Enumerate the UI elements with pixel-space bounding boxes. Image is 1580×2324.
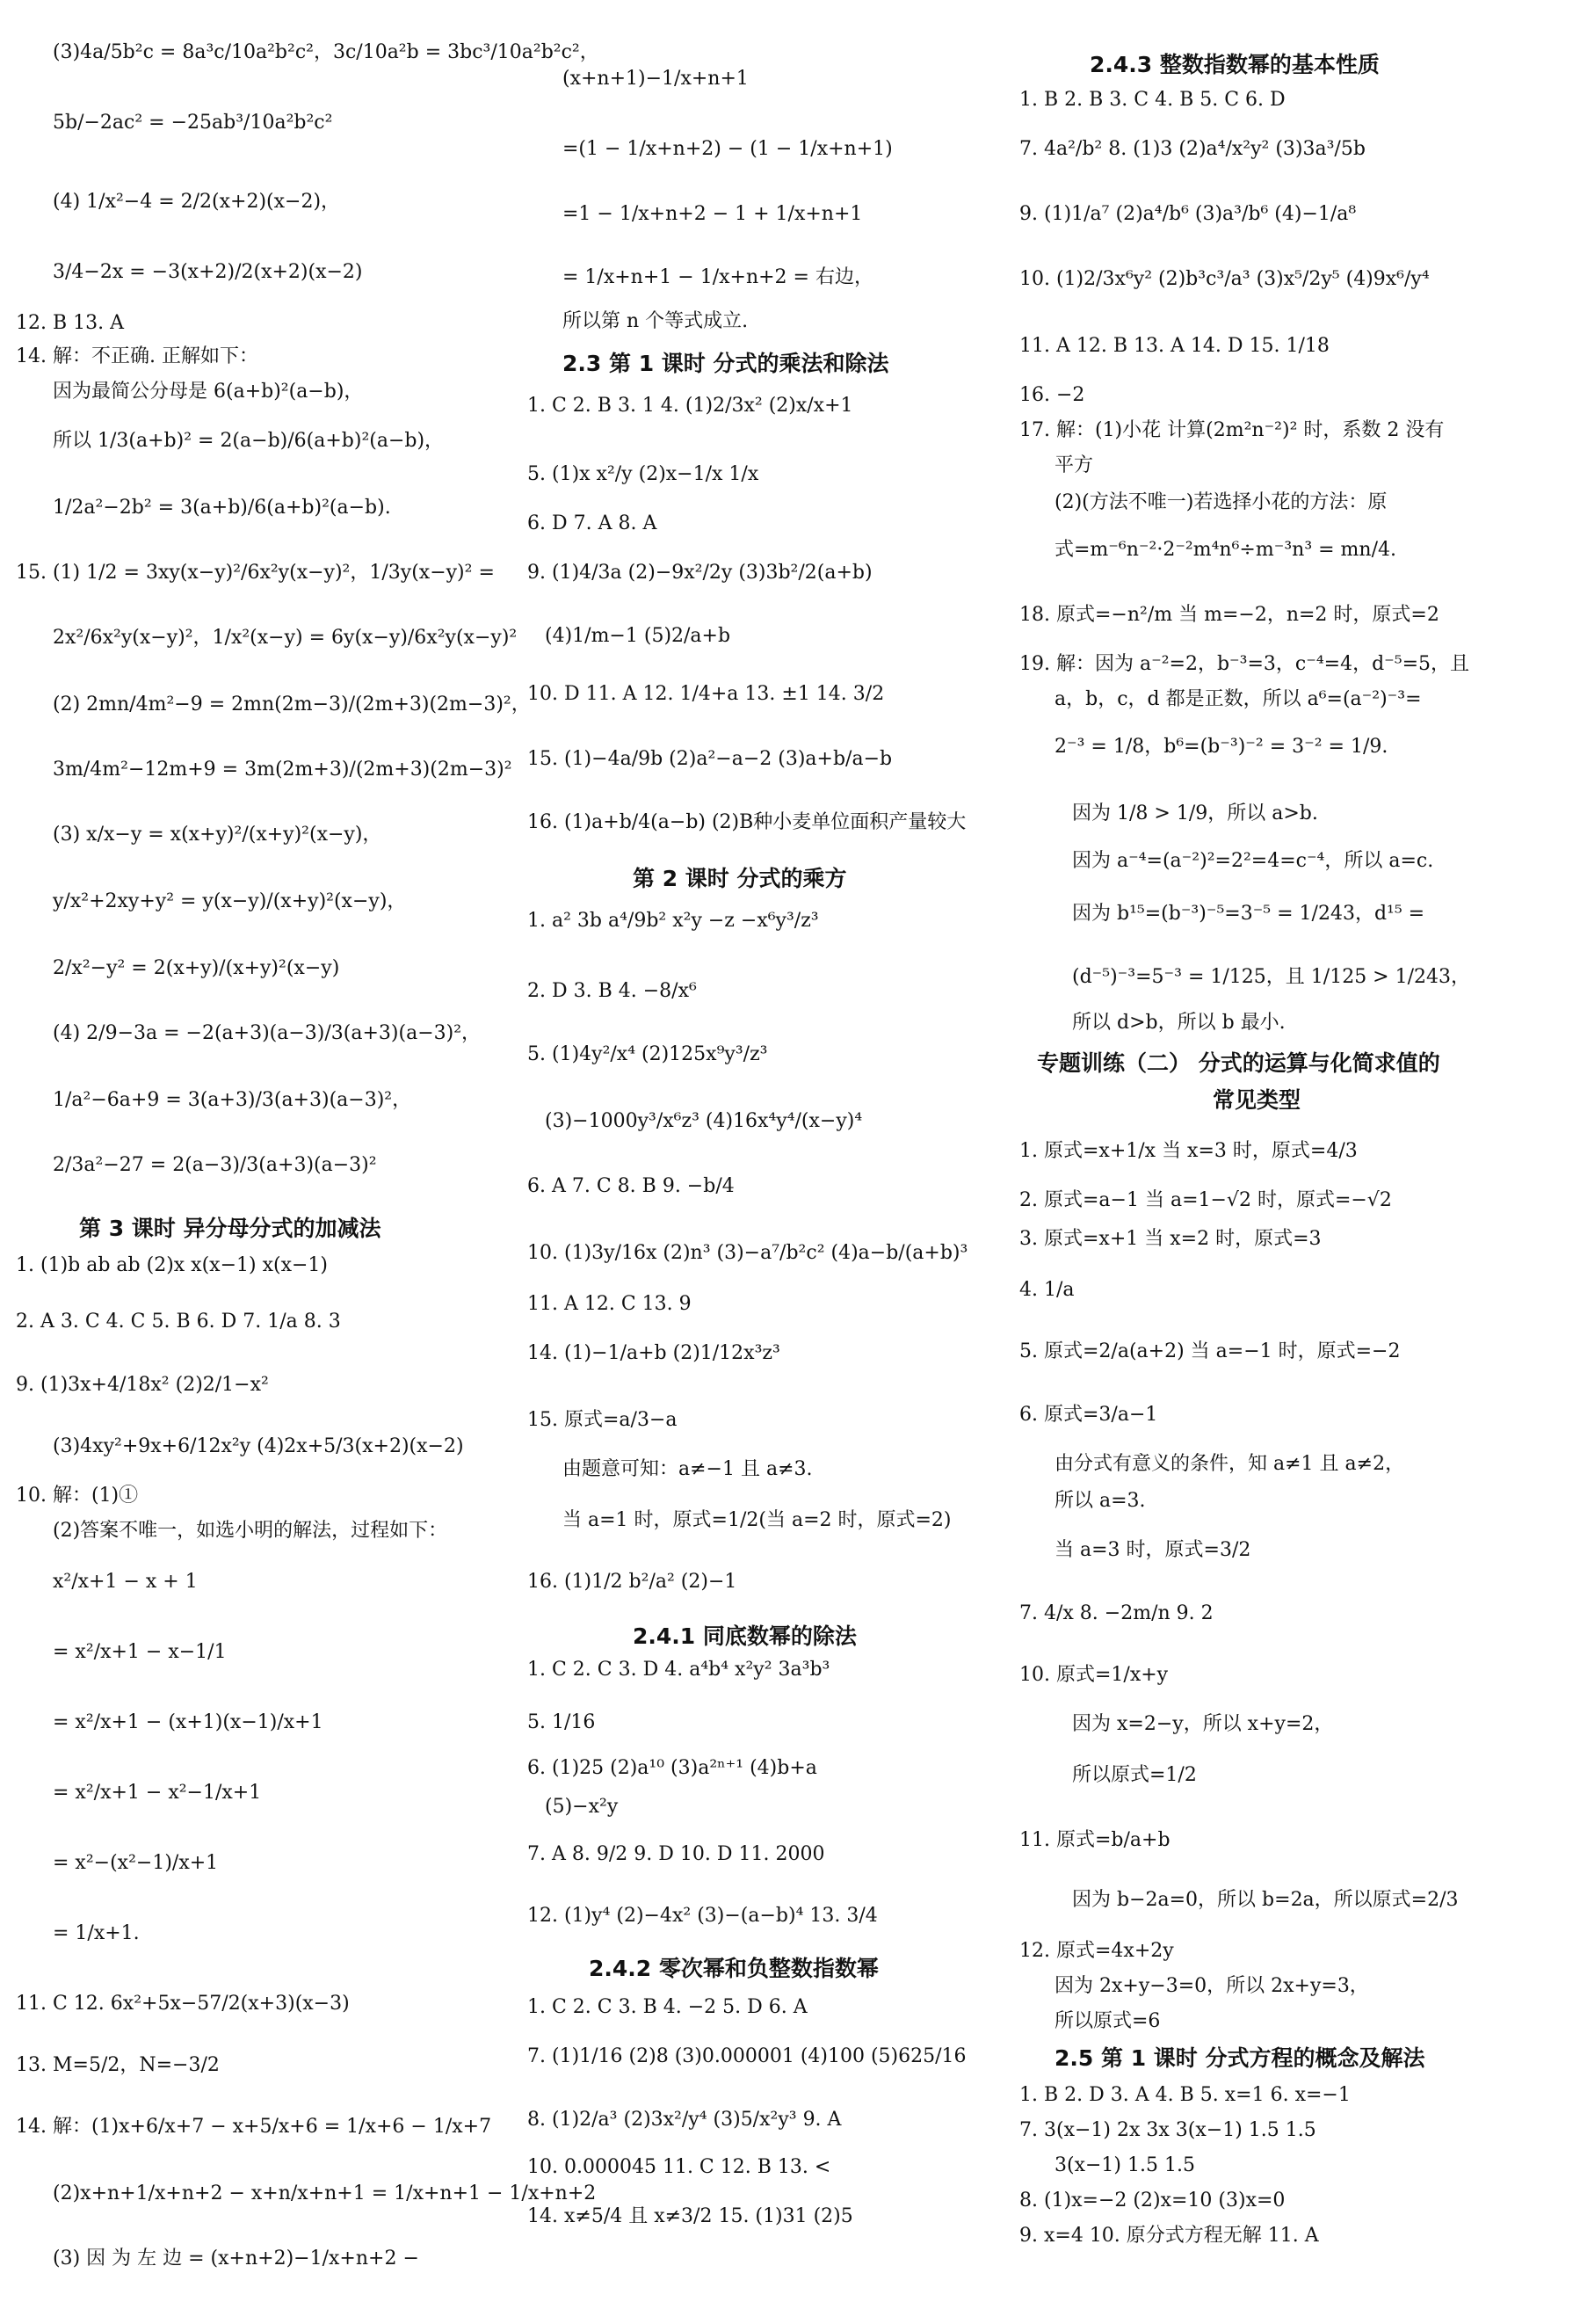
answer-line: 7. 4a²/b² 8. (1)3 (2)a⁴/x²y² (3)3a³/5b: [1019, 138, 1366, 160]
answer-line: 3(x−1) 1.5 1.5: [1055, 2154, 1195, 2176]
answer-line: 因为 a⁻⁴=(a⁻²)²=2²=4=c⁻⁴，所以 a=c.: [1072, 850, 1434, 872]
answer-line: 10. 解：(1)①: [16, 1485, 139, 1507]
answer-line: 1. a² 3b a⁴/9b² x²y −z −x⁶y³/z³: [527, 910, 819, 932]
answer-line: 所以原式=1/2: [1072, 1764, 1197, 1786]
answer-line: 9. (1)1/a⁷ (2)a⁴/b⁶ (3)a³/b⁶ (4)−1/a⁸: [1019, 203, 1357, 225]
answer-line: 16. (1)a+b/4(a−b) (2)B种小麦单位面积产量较大: [527, 811, 967, 833]
answer-line: 17. 解：(1)小花 计算(2m²n⁻²)² 时，系数 2 没有: [1019, 419, 1445, 441]
answer-line: 6. (1)25 (2)a¹⁰ (3)a²ⁿ⁺¹ (4)b+a: [527, 1757, 817, 1779]
answer-line: (d⁻⁵)⁻³=5⁻³ = 1/125，且 1/125 > 1/243，: [1072, 966, 1471, 988]
answer-line: = x²/x+1 − x²−1/x+1: [53, 1782, 262, 1804]
answer-line: 14. 解：(1)x+6/x+7 − x+5/x+6 = 1/x+6 − 1/x+7: [16, 2116, 492, 2138]
answer-line: 6. 原式=3/a−1: [1019, 1404, 1158, 1426]
answer-line: =(1 − 1/x+n+2) − (1 − 1/x+n+1): [562, 138, 893, 160]
answer-line: 当 a=3 时，原式=3/2: [1055, 1539, 1251, 1561]
answer-line: 6. A 7. C 8. B 9. −b/4: [527, 1175, 735, 1197]
answer-line: 3. 原式=x+1 当 x=2 时，原式=3: [1019, 1228, 1322, 1250]
answer-line: 13. M=5/2，N=−3/2: [16, 2054, 220, 2076]
section-heading: 2.4.1 同底数幂的除法: [633, 1623, 857, 1649]
section-heading: 2.4.2 零次幂和负整数指数幂: [589, 1956, 879, 1981]
answer-line: 7. 3(x−1) 2x 3x 3(x−1) 1.5 1.5: [1019, 2119, 1316, 2141]
answer-line: 1. B 2. D 3. A 4. B 5. x=1 6. x=−1: [1019, 2084, 1351, 2106]
answer-line: 因为 2x+y−3=0，所以 2x+y=3，: [1055, 1975, 1369, 1997]
section-heading: 第 3 课时 异分母分式的加减法: [79, 1216, 381, 1241]
answer-line: 4. 1/a: [1019, 1279, 1075, 1301]
answer-line: 因为 x=2−y，所以 x+y=2，: [1072, 1713, 1334, 1735]
answer-line: = x²−(x²−1)/x+1: [53, 1852, 219, 1874]
answer-line: = 1/x+n+1 − 1/x+n+2 = 右边，: [562, 266, 873, 288]
answer-line: (2)答案不唯一，如选小明的解法，过程如下：: [53, 1520, 448, 1542]
answer-line: 1. C 2. C 3. B 4. −2 5. D 6. A: [527, 1996, 808, 2018]
section-heading: 2.4.3 整数指数幂的基本性质: [1090, 52, 1380, 77]
answer-line: 11. 原式=b/a+b: [1019, 1829, 1171, 1851]
answer-line: 12. (1)y⁴ (2)−4x² (3)−(a−b)⁴ 13. 3/4: [527, 1905, 878, 1927]
answer-line: (4) 1/x²−4 = 2/2(x+2)(x−2)，: [53, 191, 341, 213]
answer-line: 7. (1)1/16 (2)8 (3)0.000001 (4)100 (5)625/16: [527, 2045, 967, 2067]
answer-line: 10. 原式=1/x+y: [1019, 1664, 1169, 1686]
answer-line: 所以 1/3(a+b)² = 2(a−b)/6(a+b)²(a−b)，: [53, 430, 445, 452]
answer-line: 11. C 12. 6x²+5x−57/2(x+3)(x−3): [16, 1993, 350, 2015]
section-heading: 第 2 课时 分式的乘方: [633, 866, 847, 891]
answer-line: 由分式有意义的条件，知 a≠1 且 a≠2，: [1055, 1453, 1405, 1475]
answer-line: 14. (1)−1/a+b (2)1/12x³z³: [527, 1342, 780, 1364]
answer-line: 1. C 2. C 3. D 4. a⁴b⁴ x²y² 3a³b³: [527, 1659, 830, 1681]
answer-line: 6. D 7. A 8. A: [527, 512, 657, 534]
section-heading: 专题训练（二） 分式的运算与化简求值的: [1037, 1050, 1440, 1076]
answer-line: = x²/x+1 − x−1/1: [53, 1641, 227, 1663]
answer-line: 1. (1)b ab ab (2)x x(x−1) x(x−1): [16, 1254, 328, 1276]
answer-line: 12. B 13. A: [16, 312, 125, 334]
answer-line: 14. x≠5/4 且 x≠3/2 15. (1)31 (2)5: [527, 2205, 853, 2227]
answer-line: 10. 0.000045 11. C 12. B 13. <: [527, 2156, 831, 2178]
answer-line: (2) 2mn/4m²−9 = 2mn(2m−3)/(2m+3)(2m−3)²，: [53, 694, 531, 715]
section-heading: 2.5 第 1 课时 分式方程的概念及解法: [1055, 2045, 1425, 2071]
answer-line: 5. (1)4y²/x⁴ (2)125x⁹y³/z³: [527, 1043, 768, 1065]
answer-line: 16. −2: [1019, 384, 1085, 406]
answer-line: 当 a=1 时，原式=1/2(当 a=2 时，原式=2): [562, 1509, 952, 1531]
answer-line: 由题意可知：a≠−1 且 a≠3.: [562, 1458, 813, 1480]
answer-line: (4) 2/9−3a = −2(a+3)(a−3)/3(a+3)(a−3)²，: [53, 1022, 482, 1044]
answer-line: (3) x/x−y = x(x+y)²/(x+y)²(x−y)，: [53, 824, 382, 846]
answer-line: 所以第 n 个等式成立.: [562, 310, 749, 332]
answer-line: 式=m⁻⁶n⁻²·2⁻²m⁴n⁶÷m⁻³n³ = mn/4.: [1055, 539, 1396, 561]
answer-line: 10. (1)2/3x⁶y² (2)b³c³/a³ (3)x⁵/2y⁵ (4)9x⁶/y⁴: [1019, 268, 1430, 290]
answer-line: 1/a²−6a+9 = 3(a+3)/3(a+3)(a−3)²，: [53, 1089, 412, 1111]
answer-line: (3)4xy²+9x+6/12x²y (4)2x+5/3(x+2)(x−2): [53, 1435, 464, 1457]
answer-line: 8. (1)x=−2 (2)x=10 (3)x=0: [1019, 2190, 1286, 2211]
answer-line: 平方: [1055, 454, 1094, 476]
section-heading: 2.3 第 1 课时 分式的乘法和除法: [562, 351, 889, 376]
answer-line: (3)−1000y³/x⁶z³ (4)16x⁴y⁴/(x−y)⁴: [545, 1110, 863, 1132]
answer-line: 所以原式=6: [1055, 2010, 1161, 2032]
answer-line: 1. C 2. B 3. 1 4. (1)2/3x² (2)x/x+1: [527, 395, 853, 417]
answer-line: 2/3a²−27 = 2(a−3)/3(a+3)(a−3)²: [53, 1154, 377, 1176]
answer-line: 5. 原式=2/a(a+2) 当 a=−1 时，原式=−2: [1019, 1340, 1401, 1362]
answer-line: 9. (1)3x+4/18x² (2)2/1−x²: [16, 1374, 269, 1396]
answer-line: 10. D 11. A 12. 1/4+a 13. ±1 14. 3/2: [527, 683, 885, 705]
answer-line: 3/4−2x = −3(x+2)/2(x+2)(x−2): [53, 261, 363, 283]
answer-line: 11. A 12. C 13. 9: [527, 1293, 692, 1315]
answer-line: a，b，c，d 都是正数，所以 a⁶=(a⁻²)⁻³=: [1055, 688, 1422, 710]
answer-line: 10. (1)3y/16x (2)n³ (3)−a⁷/b²c² (4)a−b/(a+b)³: [527, 1242, 968, 1264]
answer-line: (x+n+1)−1/x+n+1: [562, 68, 749, 90]
answer-line: 1/2a²−2b² = 3(a+b)/6(a+b)²(a−b).: [53, 497, 391, 519]
answer-line: 因为 1/8 > 1/9，所以 a>b.: [1072, 803, 1318, 824]
answer-line: 11. A 12. B 13. A 14. D 15. 1/18: [1019, 335, 1330, 357]
answer-line: 9. (1)4/3a (2)−9x²/2y (3)3b²/2(a+b): [527, 562, 873, 584]
answer-line: 5b/−2ac² = −25ab³/10a²b²c²: [53, 112, 333, 134]
answer-line: 15. (1) 1/2 = 3xy(x−y)²/6x²y(x−y)²，1/3y(x−y)² =: [16, 562, 495, 584]
answer-line: 因为最简公分母是 6(a+b)²(a−b)，: [53, 381, 364, 403]
answer-line: =1 − 1/x+n+2 − 1 + 1/x+n+1: [562, 203, 863, 225]
answer-line: (2)x+n+1/x+n+2 − x+n/x+n+1 = 1/x+n+1 − 1/x+n+2: [53, 2182, 597, 2204]
answer-line: 14. 解：不正确. 正解如下：: [16, 345, 258, 367]
answer-line: 5. (1)x x²/y (2)x−1/x 1/x: [527, 463, 759, 485]
answer-line: 7. 4/x 8. −2m/n 9. 2: [1019, 1602, 1214, 1624]
answer-line: 因为 b¹⁵=(b⁻³)⁻⁵=3⁻⁵ = 1/243，d¹⁵ =: [1072, 903, 1425, 925]
answer-line: 2/x²−y² = 2(x+y)/(x+y)²(x−y): [53, 957, 340, 979]
answer-line: 所以 d>b，所以 b 最小.: [1072, 1012, 1286, 1034]
answer-line: 7. A 8. 9/2 9. D 10. D 11. 2000: [527, 1843, 825, 1865]
answer-line: (2)(方法不唯一)若选择小花的方法：原: [1055, 491, 1388, 513]
answer-line: 1. B 2. B 3. C 4. B 5. C 6. D: [1019, 89, 1286, 111]
answer-line: = 1/x+1.: [53, 1922, 140, 1944]
answer-line: 2. A 3. C 4. C 5. B 6. D 7. 1/a 8. 3: [16, 1311, 341, 1333]
answer-line: (5)−x²y: [545, 1796, 619, 1818]
answer-line: 2x²/6x²y(x−y)²，1/x²(x−y) = 6y(x−y)/6x²y(x−y)²: [53, 627, 518, 649]
answer-line: 16. (1)1/2 b²/a² (2)−1: [527, 1571, 737, 1593]
answer-line: 5. 1/16: [527, 1711, 596, 1733]
answer-line: 18. 原式=−n²/m 当 m=−2，n=2 时，原式=2: [1019, 604, 1439, 626]
answer-line: y/x²+2xy+y² = y(x−y)/(x+y)²(x−y)，: [53, 890, 407, 912]
answer-line: 9. x=4 10. 原分式方程无解 11. A: [1019, 2225, 1319, 2247]
answer-line: 3m/4m²−12m+9 = 3m(2m+3)/(2m+3)(2m−3)²: [53, 759, 512, 781]
answer-line: (4)1/m−1 (5)2/a+b: [545, 625, 731, 647]
section-heading: 常见类型: [1213, 1087, 1301, 1113]
answer-line: 2⁻³ = 1/8，b⁶=(b⁻³)⁻² = 3⁻² = 1/9.: [1055, 736, 1388, 758]
answer-line: x²/x+1 − x + 1: [53, 1571, 198, 1593]
answer-line: 15. 原式=a/3−a: [527, 1409, 678, 1431]
answer-line: 2. D 3. B 4. −8/x⁶: [527, 980, 697, 1002]
answer-line: 因为 b−2a=0，所以 b=2a，所以原式=2/3: [1072, 1889, 1459, 1911]
answer-line: 所以 a=3.: [1055, 1490, 1146, 1512]
answer-line: 1. 原式=x+1/x 当 x=3 时，原式=4/3: [1019, 1140, 1358, 1162]
answer-line: 2. 原式=a−1 当 a=1−√2 时，原式=−√2: [1019, 1189, 1392, 1211]
answer-line: 12. 原式=4x+2y: [1019, 1940, 1174, 1962]
answer-line: (3)4a/5b²c = 8a³c/10a²b²c²，3c/10a²b = 3bc³/10a²b²c²，: [53, 41, 599, 63]
answer-line: (3) 因 为 左 边 = (x+n+2)−1/x+n+2 −: [53, 2248, 419, 2270]
answer-line: 8. (1)2/a³ (2)3x²/y⁴ (3)5/x²y³ 9. A: [527, 2109, 842, 2131]
answer-line: 19. 解：因为 a⁻²=2，b⁻³=3，c⁻⁴=4，d⁻⁵=5，且: [1019, 653, 1470, 675]
answer-line: = x²/x+1 − (x+1)(x−1)/x+1: [53, 1711, 323, 1733]
answer-line: 15. (1)−4a/9b (2)a²−a−2 (3)a+b/a−b: [527, 748, 893, 770]
